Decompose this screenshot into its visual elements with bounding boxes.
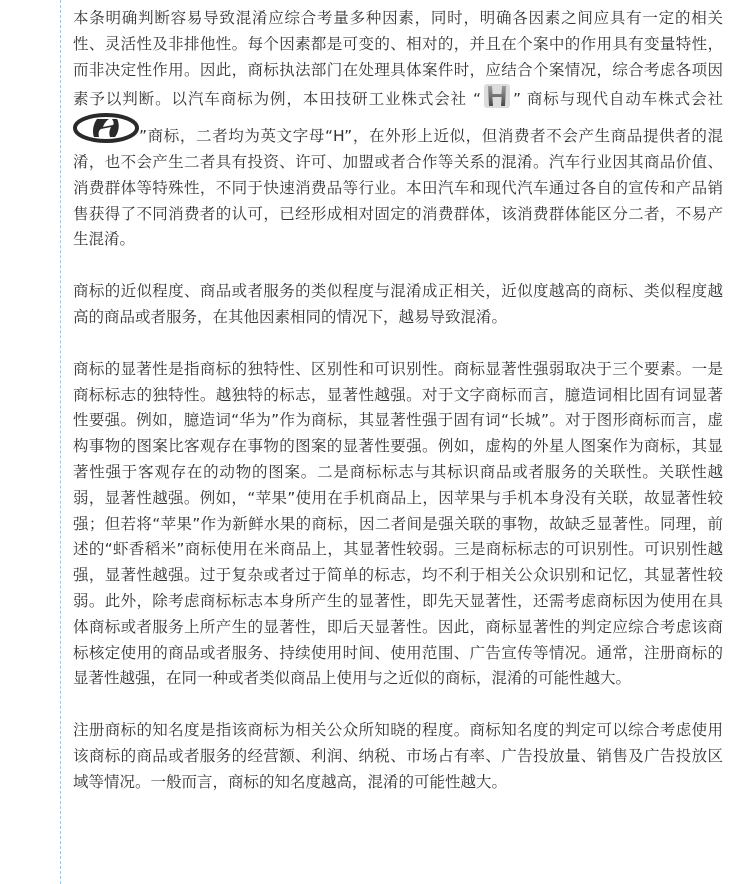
paragraph-text-between-logos: ” 商标与现代自动车株式会社 bbox=[512, 90, 723, 109]
article-left-border bbox=[60, 0, 61, 884]
paragraph-text-after-hyundai-logo: ”商标，二者均为英文字母“H”，在外形上近似，但消费者不会产生商品提供者的混淆，也不会产生二者具有投资、许可、加盟或者合作等关系的混淆。汽车行业因其商品价值、消费群体等特殊性，不同于快速消费品等行业。本田汽车和现代汽车通过各自的宣传和产品销售获得了不同消费者的认可，已经形成相对固定的消费群体，该消费群体能区分二者，不易产生混淆。 bbox=[73, 127, 723, 249]
article-body bbox=[73, 6, 723, 822]
hyundai-logo-icon bbox=[73, 113, 139, 143]
paragraph-confusion-factors bbox=[73, 6, 723, 253]
paragraph-text-before-honda-logo: 本条明确判断容易导致混淆应综合考量多种因素，同时，明确各因素之间应具有一定的相关性、灵活性及非排他性。每个因素都是可变的、相对的，并且在个案中的作用具有变量特性，而非决定性作用。因此，商标执法部门在处理具体案件时，应结合个案情况，综合考虑各项因素予以判断。以汽车商标为例，本田技研工业株式会社 “ bbox=[73, 9, 723, 109]
paragraph-distinctiveness: 商标的显著性是指商标的独特性、区别性和可识别性。商标显著性强弱取决于三个要素。一是商标标志的独特性。越独特的标志，显著性越强。对于文字商标而言，臆造词相比固有词显著性要强。例如，臆造词“华为”作为商标，其显著性强于固有词“长城”。对于图形商标而言，虚构事物的图案比客观存在事物的图案的显著性要强。例如，虚构的外星人图案作为商标，其显著性强于客观存在的动物的图案。二是商标标志与其标识商品或者服务的关联性。关联性越弱，显著性越强。例如，“苹果”使用在手机商品上，因苹果与手机本身没有关联，故显著性较强；但若将“苹果”作为新鲜水果的商标，因二者间是强关联的事物，故缺乏显著性。同理，前述的“虾香稻米”商标使用在米商品上，其显著性较弱。三是商标标志的可识别性。可识别性越强，显著性越强。过于复杂或者过于简单的标志，均不利于相关公众识别和记忆，其显著性较弱。此外，除考虑商标标志本身所产生的显著性，即先天显著性，还需考虑商标因为使用在具体商标或者服务上所产生的显著性，即后天显著性。因此，商标显著性的判定应综合考虑该商标核定使用的商品或者服务、持续使用时间、使用范围、广告宣传等情况。通常，注册商标的显著性越强，在同一种或者类似商品上使用与之近似的商标，混淆的可能性越大。 bbox=[73, 359, 723, 688]
honda-logo-icon bbox=[483, 83, 511, 109]
paragraph-similarity: 商标的近似程度、商品或者服务的类似程度与混淆成正相关，近似度越高的商标、类似程度越高的商品或者服务，在其他因素相同的情况下，越易导致混淆。 bbox=[73, 282, 723, 326]
paragraph-reputation: 注册商标的知名度是指该商标为相关公众所知晓的程度。商标知名度的判定可以综合考虑使用该商标的商品或者服务的经营额、利润、纳税、市场占有率、广告投放量、销售及广告投放区域等情况。一般而言，商标的知名度越高，混淆的可能性越大。 bbox=[73, 721, 723, 791]
